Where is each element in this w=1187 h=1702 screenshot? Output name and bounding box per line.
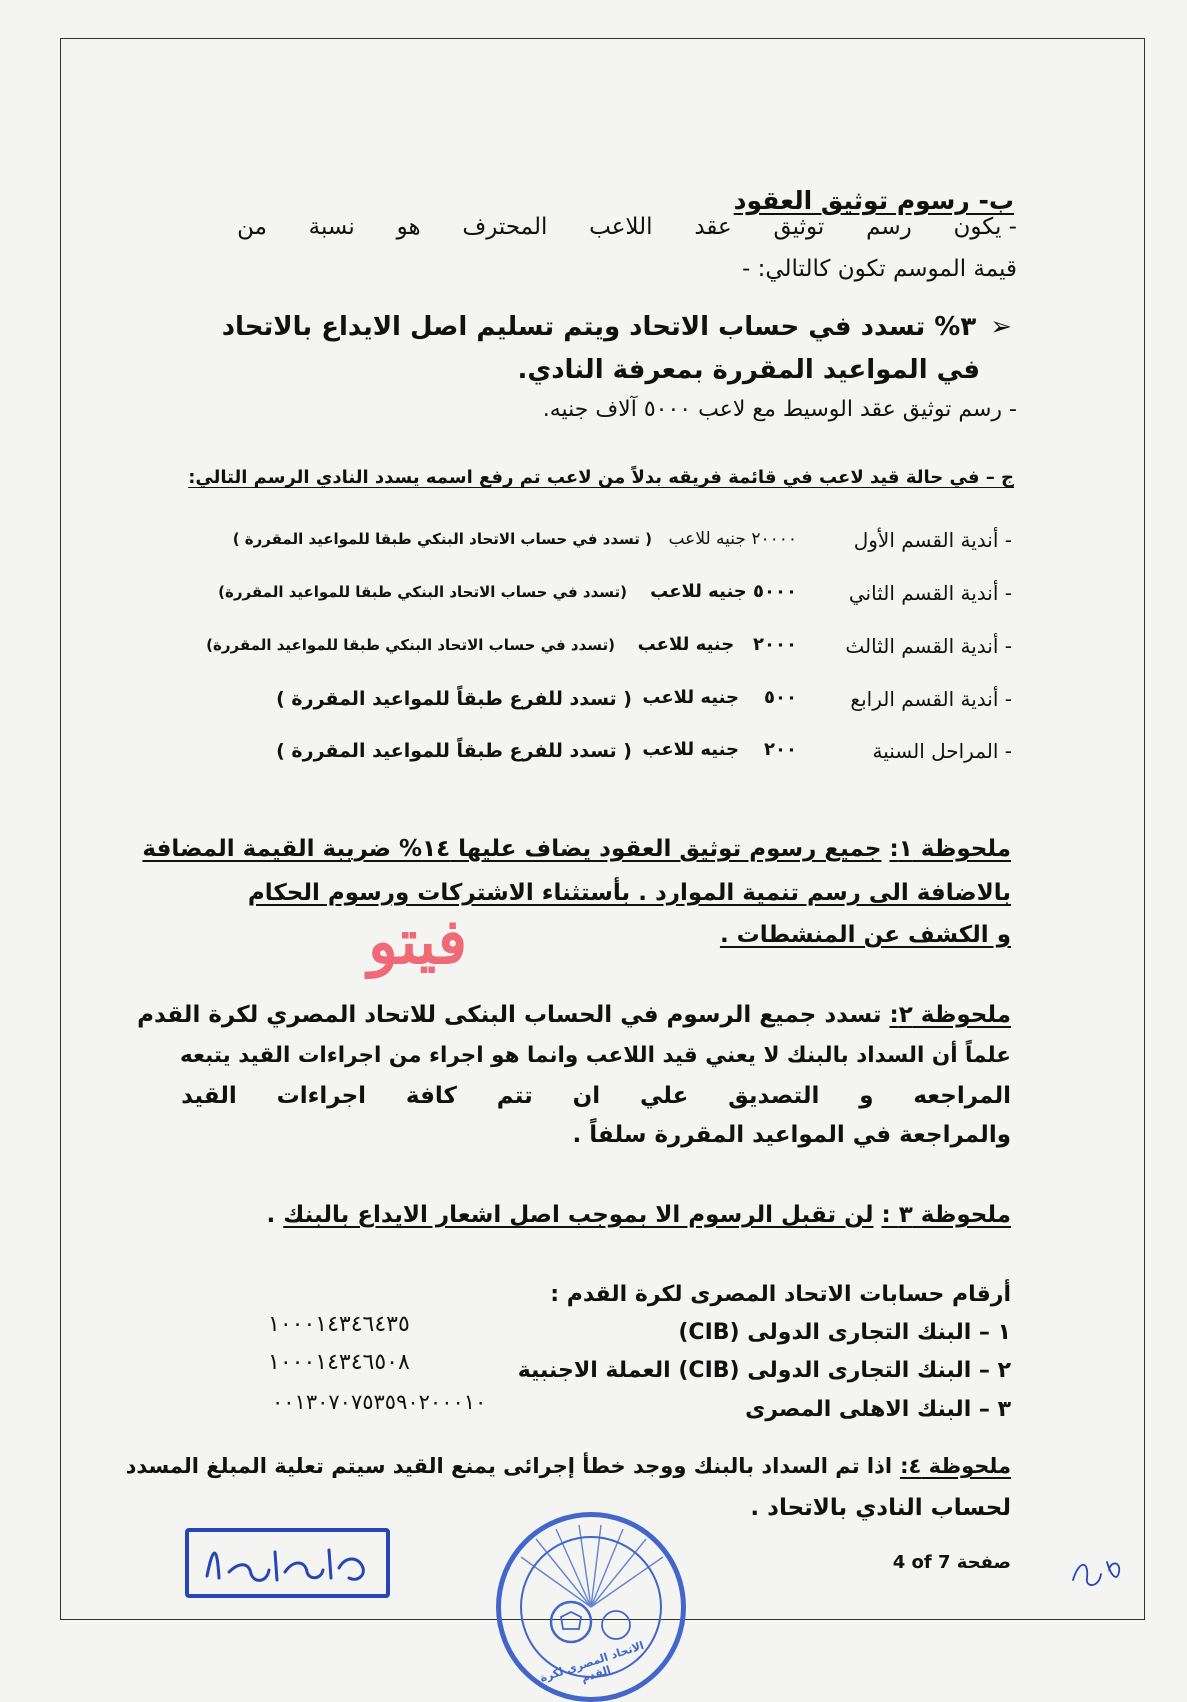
bullet-arrow-icon: ➢ <box>990 312 1012 342</box>
tier-label: - أندية القسم الأول <box>853 528 1012 552</box>
b-line1-word: هو <box>396 214 421 240</box>
b-line1-word: - يكون <box>953 214 1017 240</box>
tier-note: ( تسدد في حساب الاتحاد البنكي طبقا للمواعيد المقررة ) <box>232 530 652 548</box>
tier-note: ( تسدد للفرع طبقاً للمواعيد المقررة ) <box>276 688 632 710</box>
tier-amount: ٢٠٠ جنيه للاعب <box>642 739 797 760</box>
note3-tail: . <box>266 1202 276 1228</box>
note1-label: ملحوظة ١: <box>889 836 1011 862</box>
site-watermark-logo: فيتو <box>368 905 468 978</box>
football-icon <box>551 1602 591 1642</box>
note4-line1 <box>126 1454 1011 1478</box>
stamp-text: الاتحاد المصري لكرة القدم <box>538 1638 646 1686</box>
tier-label: - أندية القسم الرابع <box>850 687 1012 711</box>
b-line1-word: نسبة <box>308 214 355 240</box>
page-number: 4 of 7 صفحة <box>892 1552 1011 1573</box>
note4-label: ملحوظة ٤: <box>900 1454 1011 1478</box>
handwritten-signature <box>189 1532 386 1594</box>
tier-note: ( تسدد للفرع طبقاً للمواعيد المقررة ) <box>276 740 632 762</box>
section-j-heading: ج – في حالة قيد لاعب في قائمة فريقه بدلاً من لاعب تم رفع اسمه يسدد النادي الرسم التالي: <box>188 467 1014 488</box>
b-line1-word: عقد <box>694 214 732 240</box>
bullet-line2: في المواعيد المقررة بمعرفة النادي. <box>517 355 980 385</box>
n2-line3-word: تتم <box>496 1083 533 1109</box>
b-line1-word: من <box>237 214 267 240</box>
b-line1-word: توثيق <box>773 214 825 240</box>
tier-label: - أندية القسم الثاني <box>848 581 1012 605</box>
handwritten-initial <box>1065 1550 1125 1600</box>
note1-line3: و الكشف عن المنشطات . <box>719 922 1011 948</box>
n2-line3-word: و <box>859 1083 874 1109</box>
section-b-title: ب- رسوم توثيق العقود <box>733 186 1014 215</box>
n2-line3-word: ان <box>572 1083 601 1109</box>
broker-fee-line: - رسم توثيق عقد الوسيط مع لاعب ٥٠٠٠ آلاف جنيه. <box>542 397 1017 422</box>
n2-line3-word: القيد <box>181 1083 237 1109</box>
note1-line2: بالاضافة الى رسم تنمية الموارد . بأستثناء الاشتركات ورسوم الحكام <box>247 880 1011 906</box>
note2-line1 <box>137 1002 1011 1028</box>
note3 <box>266 1202 1011 1228</box>
bullet-line1: ٣% تسدد في حساب الاتحاد ويتم تسليم اصل الايداع بالاتحاد <box>221 312 977 342</box>
note1-text: جميع رسوم توثيق العقود يضاف عليها ١٤% ضريبة القيمة المضافة <box>142 836 882 862</box>
tier-note: (تسدد في حساب الاتحاد البنكي طبقا للمواعيد المقررة) <box>218 583 627 601</box>
tier-amount: ٢٠٠٠٠ جنيه للاعب <box>668 529 797 549</box>
tier-label: - أندية القسم الثالث <box>845 634 1012 658</box>
tier-amount: ٥٠٠ جنيه للاعب <box>642 687 797 708</box>
signature-box <box>185 1528 390 1598</box>
note2-label: ملحوظة ٢: <box>889 1002 1011 1028</box>
account-label: ٢ – البنك التجارى الدولى (CIB) العملة الاجنبية <box>517 1358 1011 1383</box>
section-b-line2: قيمة الموسم تكون كالتالي: - <box>742 256 1017 282</box>
account-number: ١٠٠٠١٤٣٤٦٥٠٨ <box>268 1350 410 1375</box>
note2-line2: علماً أن السداد بالبنك لا يعني قيد اللاعب وانما هو اجراء من اجراءات القيد يتبعه <box>179 1043 1011 1068</box>
n2-line3-word: اجراءات <box>276 1083 367 1109</box>
n2-line3-word: كافة <box>405 1083 457 1109</box>
account-number: ١٠٠٠١٤٣٤٦٤٣٥ <box>268 1312 410 1337</box>
account-label: ٣ – البنك الاهلى المصرى <box>745 1397 1011 1422</box>
federation-stamp <box>496 1512 686 1702</box>
note2-text: تسدد جميع الرسوم في الحساب البنكى للاتحاد المصري لكرة القدم <box>137 1002 882 1028</box>
section-b-line1 <box>237 214 1017 240</box>
note3-label: ملحوظة ٣ : <box>881 1202 1011 1228</box>
note2-line3 <box>181 1083 1011 1109</box>
note4-line2: لحساب النادي بالاتحاد . <box>750 1495 1011 1521</box>
tier-label: - المراحل السنية <box>872 739 1012 763</box>
note3-text: لن تقبل الرسوم الا بموجب اصل اشعار الايداع بالبنك <box>283 1202 874 1228</box>
n2-line3-word: المراجعه <box>913 1083 1011 1109</box>
note1-line1 <box>142 836 1011 862</box>
n2-line3-word: علي <box>639 1083 689 1109</box>
note2-line4: والمراجعة في المواعيد المقررة سلفاً . <box>572 1122 1011 1148</box>
b-line1-word: اللاعب <box>589 214 653 240</box>
note4-text: اذا تم السداد بالبنك ووجد خطأ إجرائى يمنع القيد سيتم تعلية المبلغ المسدد <box>125 1454 893 1478</box>
b-line1-word: رسم <box>866 214 912 240</box>
b-line1-word: المحترف <box>462 214 548 240</box>
tier-amount: ٢٠٠٠ جنيه للاعب <box>637 634 797 655</box>
tier-note: (تسدد في حساب الاتحاد البنكي طبقا للمواعيد المقررة) <box>206 636 615 654</box>
accounts-heading: أرقام حسابات الاتحاد المصرى لكرة القدم : <box>550 1282 1011 1307</box>
bullet-item <box>222 312 1012 342</box>
account-label: ١ – البنك التجارى الدولى (CIB) <box>678 1320 1011 1345</box>
tier-amount: ٥٠٠٠ جنيه للاعب <box>650 581 797 602</box>
n2-line3-word: التصديق <box>728 1083 820 1109</box>
account-number: ٠٠١٣٠٧٠٧٥٣٥٩٠٢٠٠٠١٠ <box>272 1390 487 1414</box>
